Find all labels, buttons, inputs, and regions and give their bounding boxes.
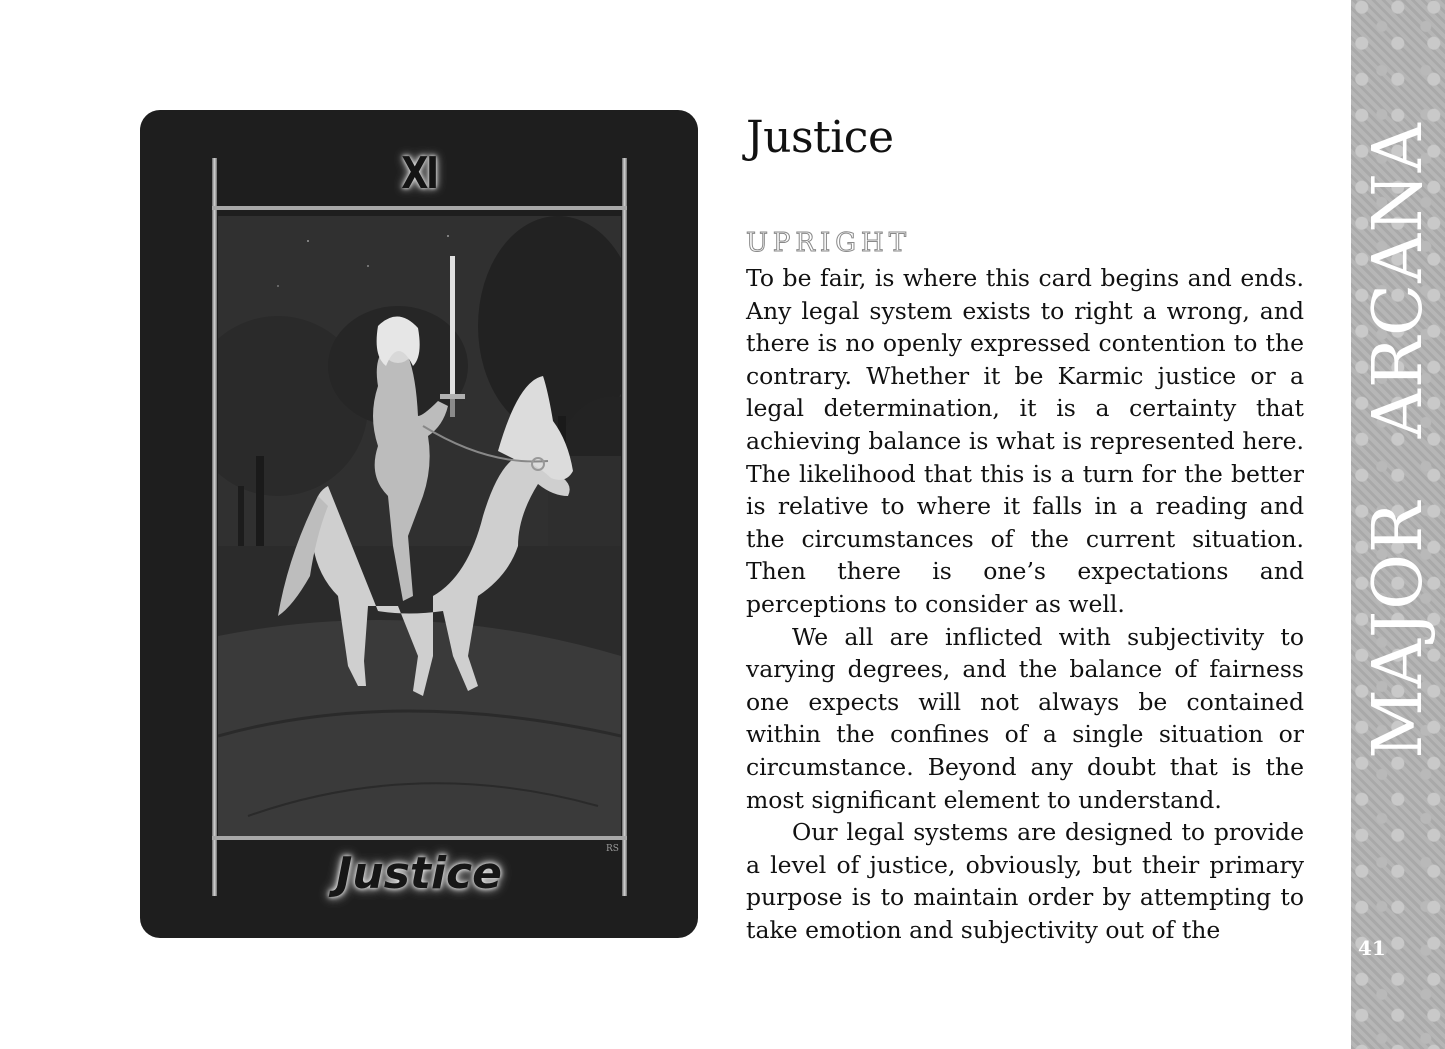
paragraph-2: We all are inflicted with subjectivity to varying degrees, and the balance of fairness one expects will not always be contained within the confines of a single situation or circumstance. Beyond any doubt that is the most significant element to understand. [746, 622, 1304, 814]
card-numeral: XI [401, 148, 437, 199]
card-name: Justice [336, 848, 502, 899]
page-number: 41 [1358, 936, 1386, 960]
body-text [746, 262, 1304, 946]
card-illustration [218, 216, 621, 836]
artist-initials: RS [606, 844, 619, 854]
side-tab-title [1351, 0, 1445, 880]
rider-on-horse-image [218, 216, 621, 836]
section-label-upright: UPRIGHT [746, 228, 912, 258]
paragraph-3: Our legal systems are designed to provide a level of justice, obviously, but their primary purpose is to maintain order by attempting to take emotion and subjectivity out of the [746, 818, 1304, 944]
page-title: Justice [746, 112, 894, 163]
tarot-card [140, 110, 698, 938]
paragraph-1: To be fair, is where this card begins and ends. Any legal system exists to right a wrong, and there is no openly expressed contention to the contrary. Whether it be Karmic justice or a legal determination, it is a certainty that achieving balance is what is represented here. The likelihood that this is a turn for the better is relative to where it falls in a reading and the circumstances of the current situation. Then there is one’s expectations and perceptions to consider as well. [746, 264, 1304, 618]
side-tab-title-text: MAJOR ARCANA [1358, 121, 1438, 759]
